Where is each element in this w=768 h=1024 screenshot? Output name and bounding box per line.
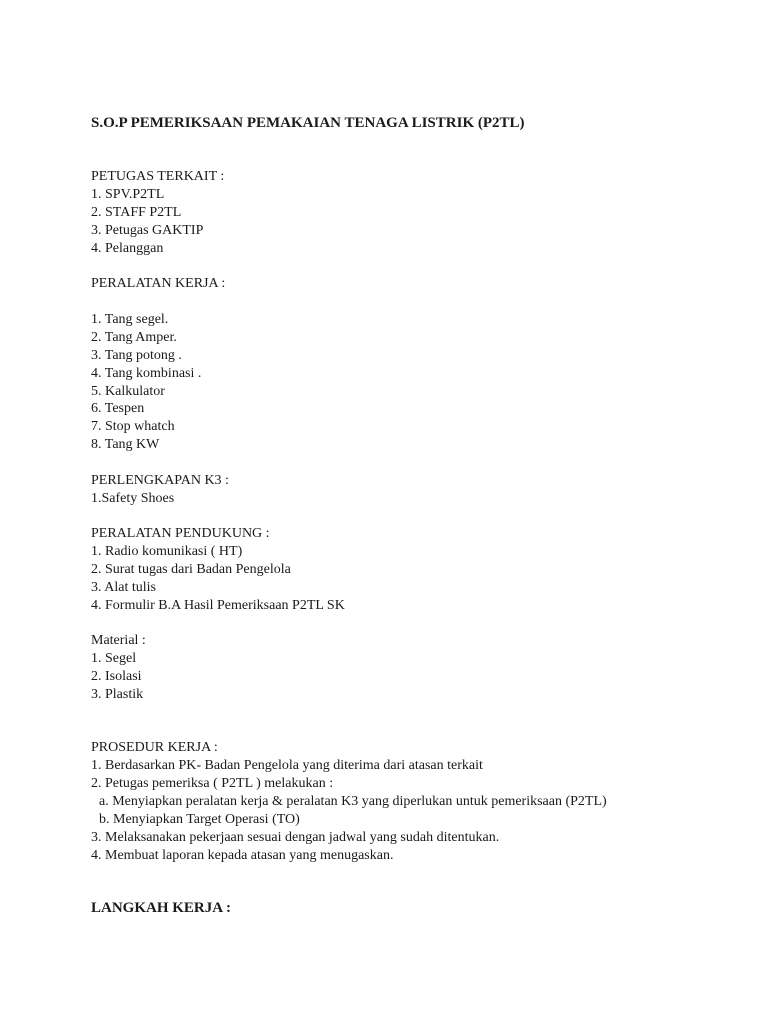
peralatan-kerja-item: 1. Tang segel. — [91, 312, 169, 327]
prosedur-heading: PROSEDUR KERJA : — [91, 740, 218, 755]
material-item: 3. Plastik — [91, 687, 144, 702]
document-title: S.O.P PEMERIKSAAN PEMAKAIAN TENAGA LISTRIK (P2TL) — [91, 115, 525, 131]
peralatan-pendukung-item: 2. Surat tugas dari Badan Pengelola — [91, 562, 291, 577]
prosedur-item: 3. Melaksanakan pekerjaan sesuai dengan jadwal yang sudah ditentukan. — [91, 830, 500, 845]
langkah-heading: LANGKAH KERJA : — [91, 900, 232, 916]
petugas-heading: PETUGAS TERKAIT : — [91, 169, 225, 184]
peralatan-kerja-item: 3. Tang potong . — [91, 348, 182, 363]
perlengkapan-k3-heading: PERLENGKAPAN K3 : — [91, 473, 229, 488]
material-heading: Material : — [91, 633, 146, 648]
material-item: 2. Isolasi — [91, 669, 142, 684]
material-item: 1. Segel — [91, 651, 137, 666]
peralatan-kerja-heading: PERALATAN KERJA : — [91, 276, 226, 291]
prosedur-subitem: b. Menyiapkan Target Operasi (TO) — [99, 812, 300, 827]
perlengkapan-k3-item: 1.Safety Shoes — [91, 491, 175, 506]
peralatan-kerja-item: 2. Tang Amper. — [91, 330, 177, 345]
prosedur-item: 2. Petugas pemeriksa ( P2TL ) melakukan : — [91, 776, 334, 791]
peralatan-pendukung-item: 1. Radio komunikasi ( HT) — [91, 544, 243, 559]
peralatan-kerja-item: 5. Kalkulator — [91, 384, 165, 399]
peralatan-kerja-item: 6. Tespen — [91, 401, 145, 416]
peralatan-kerja-item: 7. Stop whatch — [91, 419, 175, 434]
petugas-item: 3. Petugas GAKTIP — [91, 223, 204, 238]
peralatan-pendukung-heading: PERALATAN PENDUKUNG : — [91, 526, 270, 541]
peralatan-kerja-item: 4. Tang kombinasi . — [91, 366, 202, 381]
petugas-item: 2. STAFF P2TL — [91, 205, 182, 220]
petugas-item: 4. Pelanggan — [91, 241, 164, 256]
prosedur-item: 4. Membuat laporan kepada atasan yang menugaskan. — [91, 848, 394, 863]
peralatan-pendukung-item: 4. Formulir B.A Hasil Pemeriksaan P2TL SK — [91, 598, 345, 613]
petugas-item: 1. SPV.P2TL — [91, 187, 165, 202]
prosedur-item: 1. Berdasarkan PK- Badan Pengelola yang diterima dari atasan terkait — [91, 758, 483, 773]
peralatan-kerja-item: 8. Tang KW — [91, 437, 160, 452]
peralatan-pendukung-item: 3. Alat tulis — [91, 580, 156, 595]
prosedur-subitem: a. Menyiapkan peralatan kerja & peralatan K3 yang diperlukan untuk pemeriksaan (P2TL) — [99, 794, 607, 809]
